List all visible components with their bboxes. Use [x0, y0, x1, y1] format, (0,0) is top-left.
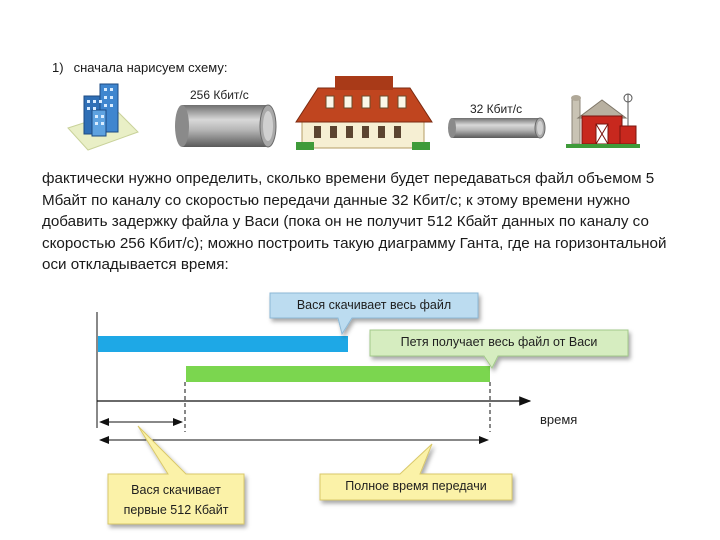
petya-receive-bar: [186, 366, 490, 382]
first-part-label-line1: Вася скачивает: [131, 483, 221, 497]
step-number: 1): [52, 60, 64, 75]
time-axis-label: время: [540, 412, 578, 427]
step-text: сначала нарисуем схему:: [73, 60, 228, 75]
rate-label-256: 256 Кбит/с: [190, 88, 249, 102]
vasya-download-bar: [98, 336, 348, 352]
total-time-label: Полное время передачи: [345, 479, 487, 493]
petya-bar-label: Петя получает весь файл от Васи: [400, 335, 598, 349]
vasya-bar-label: Вася скачивает весь файл: [296, 298, 452, 312]
explanation-paragraph: фактически нужно определить, сколько времени будет передаваться файл объемом 5 Мбайт по каналу со скоростью передачи данные 32 Кбит/с; к этому времени нужно добавить задержку файла у Васи (пока он не получит 512 Кбайт данных по каналу со скоростью 256 Кбит/с); можно построить такую диаграмму Ганта, где на горизонтальной оси откладывается время:: [42, 170, 667, 273]
rate-label-32: 32 Кбит/с: [470, 102, 523, 116]
first-part-label: [108, 480, 244, 520]
first-part-label-line2: первые 512 Кбайт: [123, 503, 229, 517]
